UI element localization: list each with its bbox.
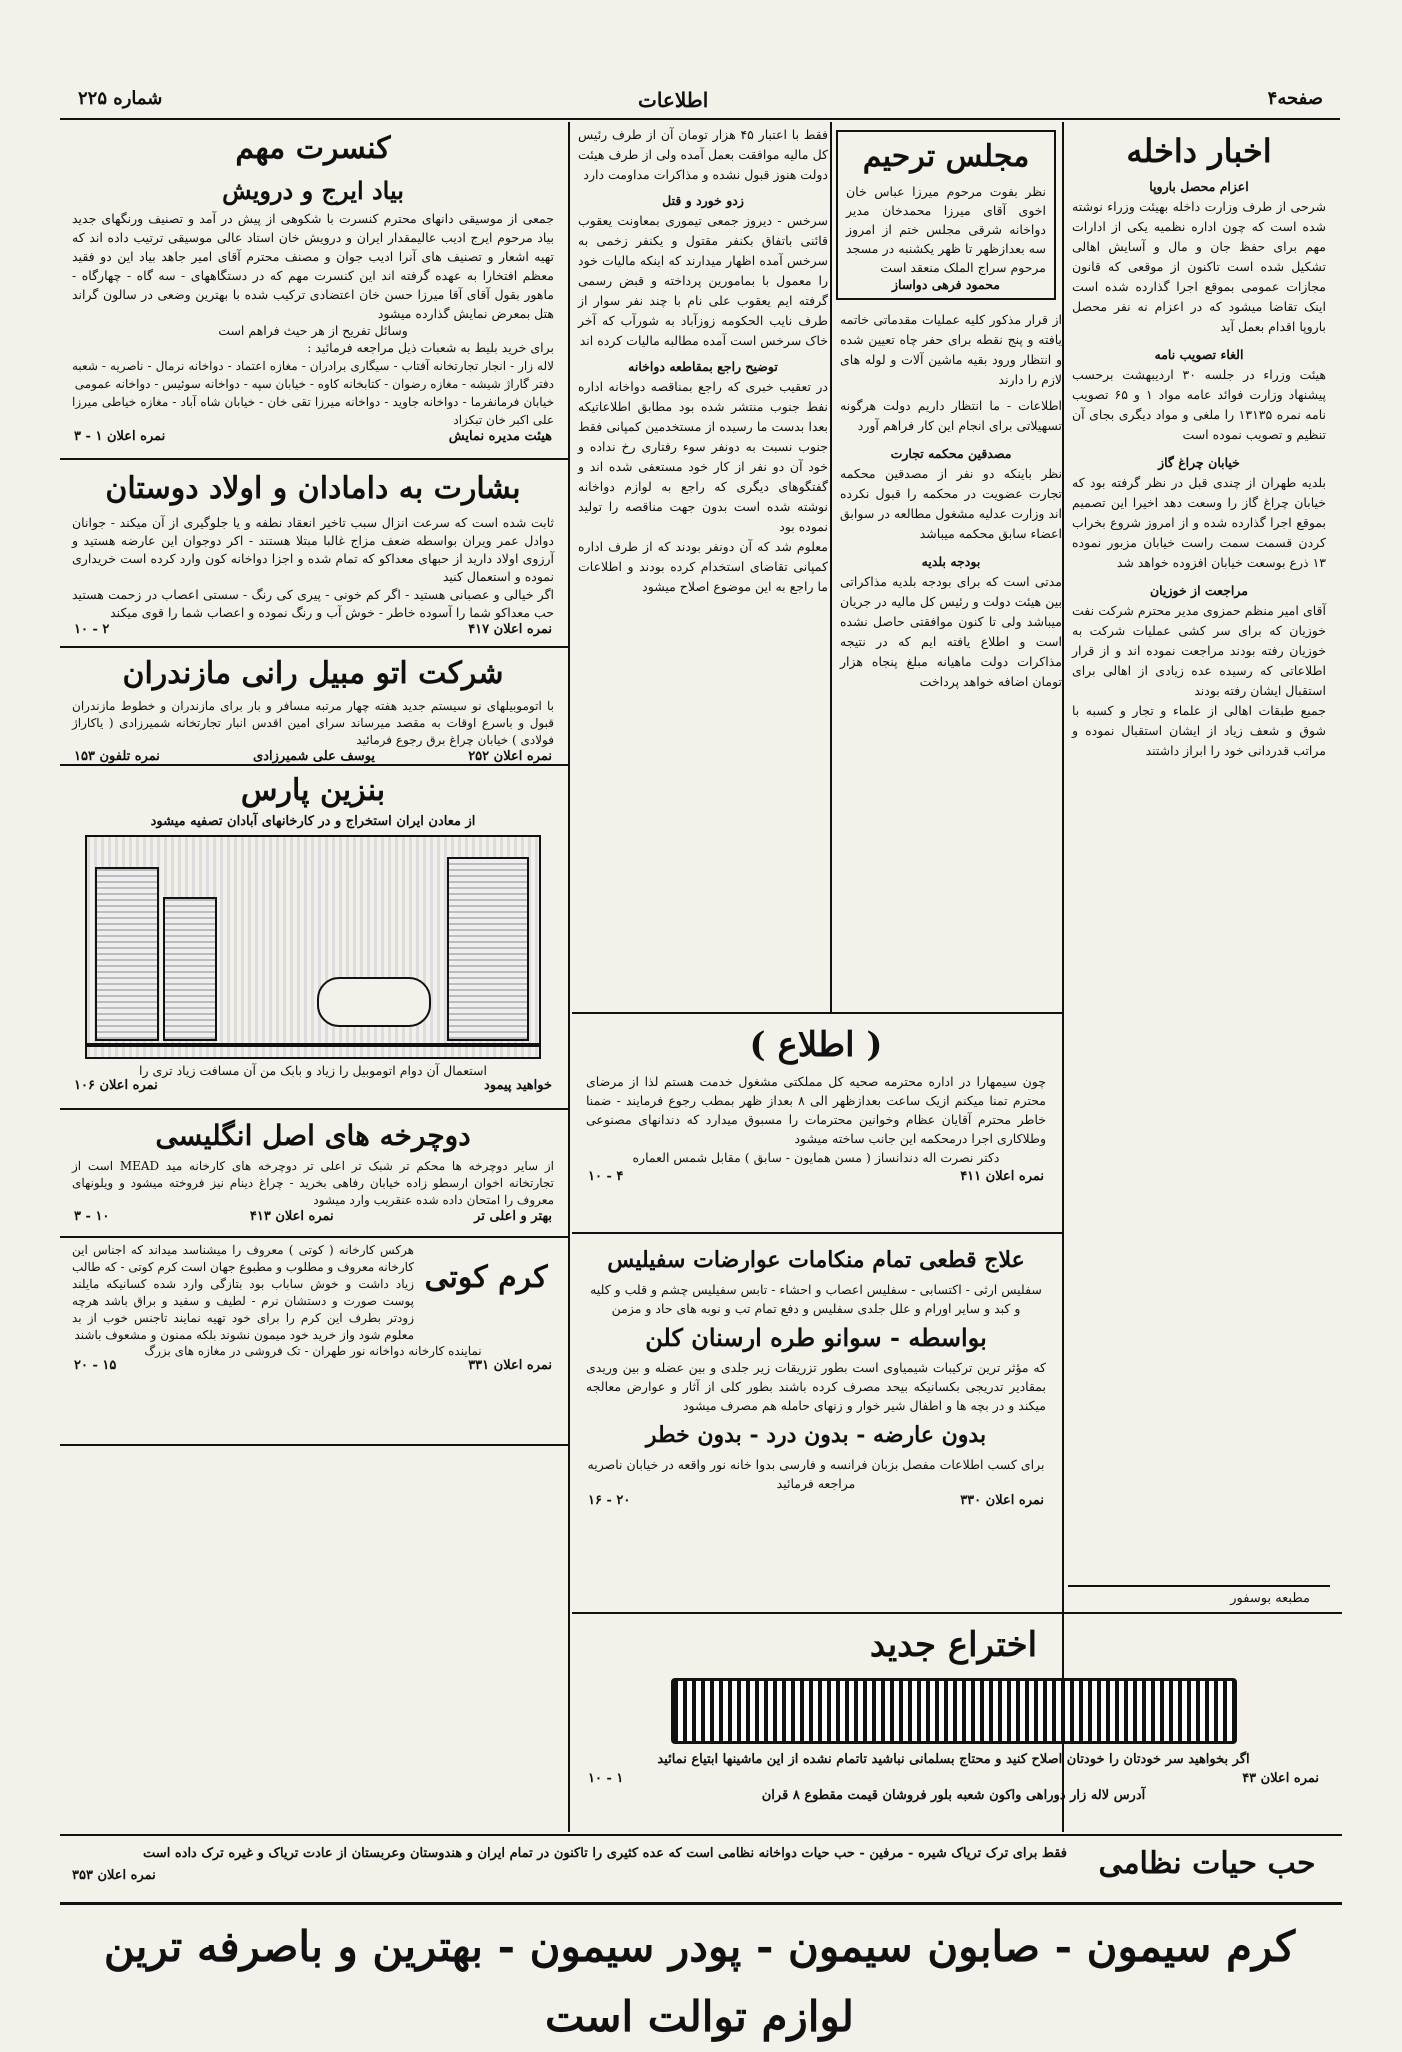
comb-illustration — [671, 1678, 1237, 1744]
page-number: صفحه۴ — [1267, 88, 1323, 109]
benzin-pars-ad — [62, 768, 564, 1103]
internal-news-column — [1068, 125, 1330, 1830]
concert-venues: لاله زار - انجار تجارتخانه آفتاب - سیگاری برادران - مغازه اعتماد - دواخانه نرمال - ناصریه - شعبه دفتر گاراژ شیشه - مغازه رضوان - کتابخانه کاوه - خیابان سپه - دواخانه سوئیس - دواخانه عمومی — [72, 359, 554, 391]
news-headline: توضیح راجع بمقاطعه دواخانه — [628, 359, 778, 374]
basharat-ad-number: نمره اعلان ۴۱۷ — [468, 622, 552, 637]
notice-signature: دکتر نصرت اله دندانساز ( مسن همایون - سابق ) مقابل شمس العماره — [632, 1150, 1000, 1165]
pill-title: حب حیات نظامی — [1098, 1846, 1316, 1881]
concert-organizer: هیئت مدیره نمایش — [448, 429, 552, 444]
syphilis-list: سفلیس ارثی - اکتسابی - سفلیس اعصاب و احشاء - تابس سفیلیس چشم و قلب و کلیه و کبد و سایر اورام و علل جلدی سفلیس و دفع تمام تب و نوبه های حاد و مزمن — [590, 1282, 1042, 1316]
memorial-box — [836, 130, 1056, 300]
internal-news-title: اخبار داخله — [1126, 132, 1272, 170]
syphilis-contact: برای کسب اطلاعات مفصل بزبان فرانسه و فارسی بدوا خانه نور واقعه در خیابان ناصریه مراجعه فرمائید — [587, 1457, 1045, 1491]
news-headline: اعزام محصل باروپا — [1149, 179, 1249, 194]
news-headline: خیابان چراغ گاز — [1158, 455, 1240, 470]
news-paragraph: بلدیه طهران از چندی قبل در نظر گرفته بود که خیابان چراغ گاز را وسعت دهد اخیرا این تصمیم بموقع اجرا گذارده شده و از امروز شروع بخراب کردن قسمت سمت راست خیابان مزبور نموده ۱۳ ذرع بوسعت خیابان افزوده خواهد شد — [1072, 475, 1326, 570]
news-headline: زدو خورد و قتل — [662, 193, 744, 208]
section-rule — [60, 1444, 568, 1446]
notice-body: چون سیمهارا در اداره محترمه صحیه کل مملکتی مشغول خدمت هستم لذا از مرضای محترم تمنا میکنم ازیک ساعت بعدازظهر الی ۸ بعداز ظهر بمطب رجوع فرمایند - ضمنا خاطر محترم آقایان عظام وخوانین محترمات را مسبوق میدارد که دندانهای مصنوعی وطلاکاری اجرا درمحکمه این جانب ساخته میشود — [586, 1074, 1046, 1146]
bus-phone: نمره تلفون ۱۵۳ — [74, 749, 160, 764]
bicycle-tagline: بهتر و اعلی تر — [474, 1209, 552, 1224]
bicycle-body: از سایر دوچرخه ها محکم تر شبک تر اعلی تر دوچرخه های کارخانه مید MEAD است از تجارتخانه اخوان ارسطو زاده خیابان رفاهی بخرید - چراغ دینام نیز فروخته میشود و ویلونهای معروف را امتحان داده شده عنقریب وارد میشود — [72, 1159, 554, 1207]
storage-tank — [95, 867, 159, 1041]
bus-owner: یوسف علی شمیرزادی — [253, 749, 376, 764]
syphilis-slogan: بدون عارضه - بدون درد - بدون خطر — [645, 1422, 987, 1448]
syphilis-title: علاج قطعی تمام منکامات عوارضات سفیلیس — [607, 1247, 1025, 1273]
syphilis-body: که مؤثر ترین ترکیبات شیمیاوی است بطور تزریقات زیر جلدی و بین عضله و بین وریدی بمقادیر تدریجی بکسانیکه بیحد مصرف کرده باشند بطور کلی از آثار و عوارض معالجه میکند و در بچه ها و اطفال شیر خوار و زنهای حامله هم مصرف میشود — [586, 1360, 1046, 1413]
concert-ad-number: نمره اعلان ۱ - ۳ — [74, 429, 166, 444]
concert-ad — [62, 125, 564, 455]
hayat-pill-ad — [62, 1838, 1337, 1898]
cream-body: هرکس کارخانه ( کوتی ) معروف را میشناسد میداند که اجناس این کارخانه معروف و مطلوب و مطبوع جهان است کرم کوتی - که طالب زیاد داشت و خوش ساباب بود بتازگی وارد شده کسانیکه مایلند پوست صورت و دستشان نرم - لطیف و سفید و براق باشد هرچه زودتر بطرف این کرم را برای خود تهیه نمایند تاجنس خوب از بد معلوم شود واز خرید خود میمون نشوند بلکه ممنون و مشعوف باشند — [72, 1243, 414, 1342]
coty-cream-ad — [62, 1242, 564, 1440]
news-headline: مصدقین محکمه تجارت — [890, 446, 1012, 461]
basharat-ad — [62, 464, 564, 644]
notice-ad-number: نمره اعلان ۴۱۱ — [960, 1169, 1044, 1184]
page-header — [78, 88, 1323, 114]
dentist-notice-ad — [576, 1018, 1056, 1228]
news-paragraph: اطلاعات - ما انتظار داریم دولت هرگونه تسهیلاتی برای انجام این کار فراهم آورد — [840, 398, 1062, 433]
cream-title: کرم کوتی — [424, 1260, 548, 1295]
syphilis-ad-run: ۲۰ - ۱۶ — [588, 1493, 631, 1508]
news-paragraph: مدتی است که برای بودجه بلدیه مذاکراتی بین هیئت دولت و رئیس کل مالیه در جریان میباشد ولی تا کنون موافقتی حاصل نشده است و اطلاع یافته ایم که در نتیجه مذاکرات دولت ماهیانه مبلغ پنجاه هزار تومان اضافه خواهد پرداخت — [840, 574, 1062, 689]
news-headline: بودجه بلدیه — [921, 554, 981, 569]
news-paragraph: معلوم شد که آن دونفر بودند که از طرف اداره کمپانی تقاضای استخدام کرده بودند و اطلاعات ما راجع به این موضوع اصلاح میشود — [578, 539, 828, 594]
section-rule — [60, 458, 568, 460]
syphilis-treatment-ad — [576, 1240, 1056, 1610]
news-paragraph: سرخس - دیروز جمعی تیموری بمعاونت یعقوب قائنی باتفاق بکنفر مقتول و یکنفر زخمی به سرخس آمده اظهار میدارند که اینکه مالیات خود را معمول با بمامورین پرداخته و قبض رسمی گرفته ایم یعقوب علی نام با چند نفر سوار از طرف نایب الحکومه زوزآباد به شورآب که آخر خاک سرخس است آمده مطالبه مالیات کرده اند — [578, 213, 828, 348]
concert-amenities: وسائل تفریح از هر حیث فراهم است — [218, 323, 408, 338]
issue-number: شماره ۲۲۵ — [78, 88, 163, 109]
basharat-title: بشارت به دامادان و اولاد دوستان — [105, 471, 521, 506]
bus-title: شرکت اتو مبیل رانی مازندران — [122, 656, 504, 691]
bicycle-ad — [62, 1114, 564, 1232]
section-rule — [60, 1236, 568, 1238]
news-paragraph: جمیع طبقات اهالی از علماء و تجار و کسبه با شوق و شعف زیاد از ایشان استقبال نموده و مراتب قدردانی خود را ابراز داشتند — [1072, 703, 1326, 758]
memorial-signature: محمود فرهی دواساز — [892, 277, 1000, 292]
mazandaran-bus-ad — [62, 650, 564, 764]
invention-title: اختراع جدید — [869, 1625, 1038, 1665]
benzin-subtitle: از معادن ایران استخراج و در کارخانهای آبادان تصفیه میشود — [150, 814, 476, 829]
memorial-title: مجلس ترحیم — [862, 139, 1030, 174]
syphilis-ad-number: نمره اعلان ۳۳۰ — [960, 1493, 1044, 1508]
rail-track — [87, 1043, 539, 1047]
benzin-caption-end: خواهید پیمود — [483, 1078, 552, 1093]
pill-ad-number: نمره اعلان ۳۵۳ — [72, 1868, 156, 1883]
concert-tickets: برای خرید بلیط به شعبات ذیل مراجعه فرمائید : — [307, 340, 554, 355]
news-paragraph: نظر باینکه دو نفر از مصدقین محکمه تجارت عضویت در محکمه را قبول نکرده اند وزارت عدلیه مشغول مطالعه در سوابق اعضاء سابق محکمه میباشد — [840, 466, 1062, 541]
bicycle-ad-number: نمره اعلان ۴۱۳ — [249, 1209, 334, 1224]
bus-body: با اتوموبیلهای نو سیستم جدید هفته چهار مرتبه مسافر و بار برای مازندران و خطوط مازندران قبول و باسرع اوقات به مقصد میرساند سرای امین اقدس انبار تجارتخانه شمیرزادی ( یاکاراژ فولادی ) خیابان چراغ برق رجوع فرمائید — [72, 699, 554, 747]
news-paragraph: آقای امیر منظم حمزوی مدیر محترم شرکت نفت خوزیان که برای سر کشی عملیات شرکت به خوزیان رفته بودند مراجعت نموده اند و از قرار اطلاعاتی که رسیده عده زیادی از اهالی برای استقبال ایشان رفته بودند — [1072, 603, 1326, 698]
benzin-caption: استعمال آن دوام اتوموبیل را زیاد و بابک من آن مسافت زیاد تری را — [139, 1063, 487, 1078]
news-paragraph: هیئت وزراء در جلسه ۳۰ اردیبهشت برحسب پیشنهاد وزارت فوائد عامه مواد ۱ و ۶۵ تصویب نامه نمره ۱۳۱۳۵ را ملغی و مواد دیگری بجای آن تنظیم و تصویب نموده است — [1072, 367, 1326, 442]
basharat-body: ثابت شده است که سرعت انزال سبب تاخیر انعقاد نطفه و یا جلوگیری از آن میکند - جوانان دوادل عمر ویران بواسطه ضعف مزاج غالبا مبتلا هستند - اکر دوجوان این عارضه هستید و آرزوی اولاد دارید از حبهای معداکو که تمام شده و اجزا دواخانه کون وارد کرده است خریداری نموده و استعمال کنید — [72, 515, 554, 584]
cream-ad-number: نمره اعلان ۳۳۱ — [468, 1358, 552, 1373]
simon-bottom-banner: کرم سیمون - صابون سیمون - پودر سیمون - بهترین و باصرفه ترین لوازم توالت است — [103, 1922, 1296, 2041]
column-end-rule — [1068, 1585, 1330, 1587]
rail-tanker-car — [317, 977, 431, 1027]
storage-tank — [163, 897, 217, 1041]
news-paragraph: فقط با اعتبار ۴۵ هزار تومان آن از طرف رئیس کل مالیه موافقت بعمل آمده ولی از طرف هیئت دولت هنوز قبول نشده و مذاکرات مداومت دارد — [578, 127, 828, 182]
concert-subtitle: بیاد ایرج و درویش — [222, 176, 404, 205]
news-paragraph: در تعقیب خبری که راجع بمناقصه دواخانه اداره نفط جنوب منتشر شده بود مطابق اطلاعاتیکه بعدا بدست ما رسیده از مستخدمین کمپانی فقط جنوب نسبت به دونفر سوء رفتاری رخ نداده و خود آن دو نفر از کار خود مستعفی شده اند و گفتگوهای دیگری که راجع به لوازم دواخانه نوشته شده است بدون جهت مناقصه را تولید نموده بود — [578, 379, 828, 534]
col3-news — [836, 310, 1066, 1005]
syphilis-subtitle: بواسطه - سوانو طره ارسنان کلن — [645, 1323, 987, 1352]
basharat-body-2: اگر خیالی و عصبانی هستید - اگر کم خونی - پیری کی رنگ - سستی اعصاب در زحمت هستید حب معداکو شما را آسوده خاطر - خوش آب و رنگ نموده و اعصاب شما را قوی میکند — [72, 587, 554, 620]
concert-venues: خیابان فرمانفرما - دواخانه جاوید - دواخانه میرزا تقی خان - خیابان شاه آباد - مغازه خیاطی میرزا علی اکبر خان تبکزاد — [72, 395, 554, 427]
invention-body: اگر بخواهید سر خودتان را خودتان اصلاح کنید و محتاج بسلمانی نباشید تاتمام نشده از این ماشینها ابتیاع نمائید — [657, 1752, 1250, 1767]
section-rule — [60, 764, 568, 766]
section-rule — [572, 1012, 1062, 1014]
paper-name: اطلاعات — [638, 88, 709, 112]
section-rule — [60, 1834, 1342, 1836]
news-paragraph: از قرار مذکور کلیه عملیات مقدماتی خاتمه یافته و پنج نقطه برای حفر چاه تعیین شده و انتظار ورود بقیه ماشین آلات و لوله های لازم را دارند — [840, 312, 1062, 387]
invention-address: آدرس لاله زار دوراهی واکون شعبه بلور فروشان قیمت مقطوع ۸ قران — [761, 1788, 1146, 1803]
section-rule — [572, 1232, 1062, 1234]
cream-ad-run: ۱۵ - ۲۰ — [74, 1358, 117, 1373]
bicycle-ad-run: ۱۰ - ۳ — [74, 1209, 110, 1224]
news-headline: الغاء تصویب نامه — [1154, 347, 1244, 362]
printer-name: مطبعه بوسفور — [1230, 1591, 1310, 1606]
col2-news — [574, 125, 832, 1005]
memorial-text: نظر بفوت مرحوم میرزا عباس خان اخوی آقای میرزا محمدخان مدیر دواخانه شرقی مجلس ختم از امروز سه بعدازظهر تا ظهر یکشنبه در مسجد مرحوم سراج الملک منعقد است — [846, 184, 1046, 275]
section-rule — [60, 1902, 1342, 1905]
benzin-title: بنزین پارس — [240, 773, 386, 808]
header-rule — [60, 118, 1340, 120]
storage-tank — [447, 857, 529, 1041]
bicycle-title: دوچرخه های اصل انگلیسی — [155, 1119, 471, 1152]
section-rule — [60, 646, 568, 648]
news-paragraph: شرحی از طرف وزارت داخله بهیئت وزراء نوشته شده است که چون اداره نظمیه یکی از ادارات مهم برای حفظ جان و مال و آسایش اهالی تشکیل شده است تاکنون از موقعی که قانون مجازات عمومی بموقع اجرا گذارده شده است اینک تقاضا میشود که در اعزام نه نفر محصل باروپا اقدام بعمل آید — [1072, 199, 1326, 334]
basharat-ad-run: ۲ - ۱۰ — [74, 622, 110, 637]
section-rule — [60, 1108, 568, 1110]
invention-ad-number: نمره اعلان ۴۳ — [1242, 1771, 1319, 1786]
section-rule — [572, 1612, 1342, 1614]
invention-ad-run: ۱ - ۱۰ — [588, 1771, 624, 1786]
invention-ad — [576, 1618, 1331, 1828]
benzin-ad-number: نمره اعلان ۱۰۶ — [74, 1078, 158, 1093]
news-headline: مراجعت از خوزیان — [1150, 583, 1248, 598]
column-divider — [568, 122, 570, 1832]
notice-ad-run: ۴ - ۱۰ — [588, 1169, 624, 1184]
notice-title: ( اطلاع ) — [749, 1025, 883, 1065]
refinery-illustration — [85, 835, 541, 1059]
bus-ad-number: نمره اعلان ۲۵۲ — [468, 749, 552, 764]
cream-agent: نماینده کارخانه دواخانه نور طهران - تک فروشی در مغازه های بزرگ — [144, 1344, 482, 1358]
pill-body: فقط برای ترک تریاک شیره - مرفین - حب حیات دواخانه نظامی است که عده کثیری را تاکنون در تمام ایران و هندوستان وعربستان از عادت تریاک و غیره ترک داده است — [143, 1846, 1067, 1861]
concert-title: کنسرت مهم — [235, 131, 391, 166]
concert-body: جمعی از موسیقی دانهای محترم کنسرت با شکوهی از پیش در آمد و تصنیف ورنگهای جدید بیاد مرحوم ایرج ادیب عالیمقدار ایران و درویش خان استاد عالی موسیقی ترتیب داده اند که تهیه اشعار و تصنیف های آنرا ادیب جوان و مصنف محترم آقای امیر جاهد بیاد این دو فقید معظم افتخارا به عهده گرفته اند این کنسرت مهم که در دستگاههای - سه گاه - چهارگاه - ماهور بقول آقای آقا میرزا حسن خان اعتضادی ترکیب شده با بهترین وضعی در سالون گراند هتل بمعرض نمایش گذارده میشود — [72, 211, 554, 321]
